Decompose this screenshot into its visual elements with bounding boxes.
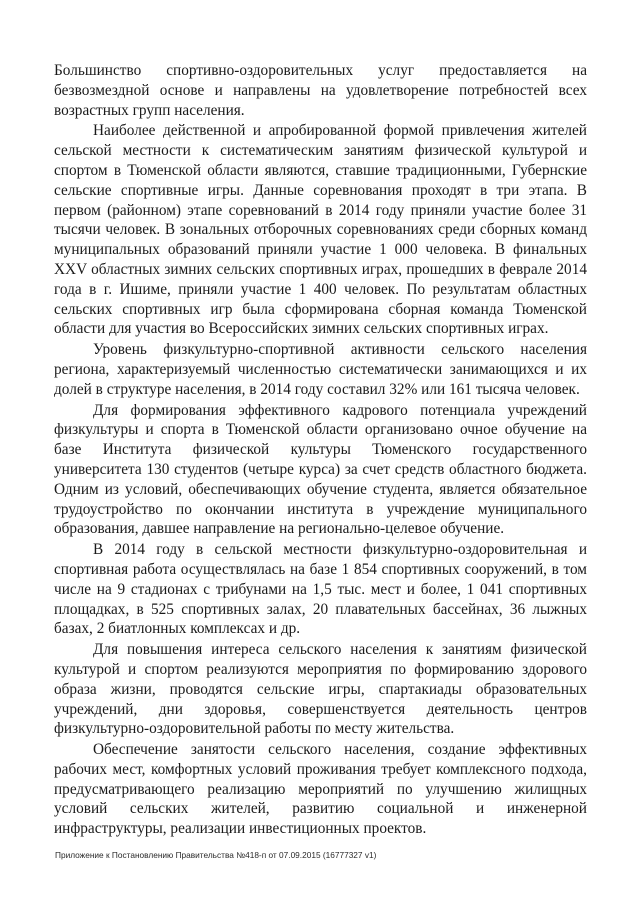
page-footer: Приложение к Постановлению Правительства №418-п от 07.09.2015 (16777327 v1) <box>55 850 377 860</box>
paragraph-employment: Обеспечение занятости сельского населения, создание эффективных рабочих мест, комфортных условий проживания требует комплексного подхода, предусматривающего реализацию мероприятий по улучшению жилищных условий сельских жителей, развитию социальной и инженерной инфраструктуры, реализации инвестиционных проектов. <box>54 741 587 838</box>
paragraph-healthy-lifestyle: Для повышения интереса сельского населения к занятиям физической культурой и спортом реализуются мероприятия по формированию здорового образа жизни, проводятся сельские игры, спартакиады образовательных учреждений, дни здоровья, совершенствуется деятельность центров физкультурно-оздоровительной работы по месту жительства. <box>54 641 587 738</box>
paragraph-free-services: Большинство спортивно-оздоровительных услуг предоставляется на безвозмездной основе и направлены на удовлетворение потребностей всех возрастных групп населения. <box>54 62 587 119</box>
paragraph-staff-training: Для формирования эффективного кадрового потенциала учреждений физкультуры и спорта в Тюменской области организовано очное обучение на базе Института физической культуры Тюменского государственного университета 130 студентов (четыре курса) за счет средств областного бюджета. Одним из условий, обеспечивающих обучение студента, является обязательное трудоустройство по окончании института в учреждение муниципального образования, давшее направление на регионально-целевое обучение. <box>54 401 587 538</box>
paragraph-sports-facilities: В 2014 году в сельской местности физкультурно-оздоровительная и спортивная работа осуществлялась на базе 1 854 спортивных сооружений, в том числе на 9 стадионах с трибунами на 1,5 тыс. мест и более, 1 041 спортивных площадках, в 525 спортивных залах, 20 плавательных бассейнах, 36 лыжных базах, 2 биатлонных комплексах и др. <box>54 541 587 638</box>
paragraph-rural-games: Наиболее действенной и апробированной формой привлечения жителей сельской местности к систематическим занятиям физической культурой и спортом в Тюменской области являются, ставшие традиционными, Губернские сельские спортивные игры. Данные соревнования проходят в три этапа. В первом (районном) этапе соревнований в 2014 году приняли участие более 31 тысячи человек. В зональных отборочных соревнованиях среди сборных команд муниципальных образований приняли участие 1 000 человека. В финальных XXV областных зимних сельских спортивных играх, прошедших в феврале 2014 года в г. Ишиме, приняли участие 1 400 человек. По результатам областных сельских спортивных игр была сформирована сборная команда Тюменской области для участия во Всероссийских зимних сельских спортивных играх. <box>54 122 587 338</box>
paragraph-activity-level: Уровень физкультурно-спортивной активности сельского населения региона, характеризуемый численностью систематически занимающихся и их долей в структуре населения, в 2014 году составил 32% или 161 тысяча человек. <box>54 341 587 398</box>
document-body <box>54 61 587 840</box>
